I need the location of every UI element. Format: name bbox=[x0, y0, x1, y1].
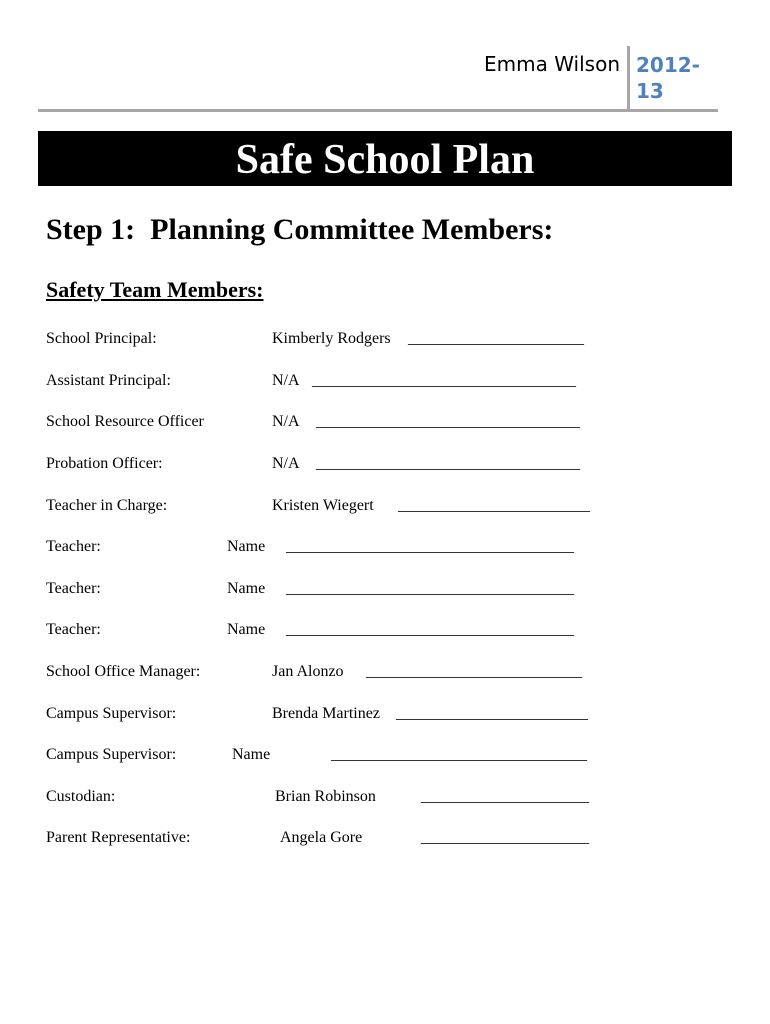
member-blank-line: ________________________ bbox=[398, 497, 590, 514]
member-blank-line: ________________________ bbox=[396, 705, 588, 722]
member-value: Kristen Wiegert bbox=[272, 497, 374, 514]
header-year: 2012-13 bbox=[636, 53, 700, 103]
member-blank-line: ____________________________________ bbox=[286, 621, 574, 638]
member-blank-line: ____________________________________ bbox=[286, 538, 574, 555]
member-blank-line: _________________________________ bbox=[316, 455, 580, 472]
member-row bbox=[0, 705, 770, 729]
member-blank-line: _____________________ bbox=[421, 788, 589, 805]
member-role: School Resource Officer bbox=[46, 413, 204, 430]
document-title: Safe School Plan bbox=[235, 137, 535, 183]
member-blank-line: _____________________ bbox=[421, 829, 589, 846]
member-role: Assistant Principal: bbox=[46, 372, 171, 389]
member-row bbox=[0, 497, 770, 521]
header-author: Emma Wilson bbox=[484, 52, 620, 76]
member-role: Teacher: bbox=[46, 538, 101, 555]
member-value: N/A bbox=[272, 413, 300, 430]
member-blank-line: _________________________________ bbox=[312, 372, 576, 389]
member-row bbox=[0, 455, 770, 479]
member-value: N/A bbox=[272, 455, 300, 472]
section-heading: Safety Team Members: bbox=[46, 277, 264, 302]
member-value: Kimberly Rodgers bbox=[272, 330, 391, 347]
member-role: Teacher in Charge: bbox=[46, 497, 168, 514]
member-value: Brian Robinson bbox=[275, 788, 376, 805]
member-blank-line: _________________________________ bbox=[316, 413, 580, 430]
member-row bbox=[0, 372, 770, 396]
member-role: Campus Supervisor: bbox=[46, 705, 177, 722]
member-role: School Principal: bbox=[46, 330, 157, 347]
member-blank-line: ________________________________ bbox=[331, 746, 587, 763]
member-role: Probation Officer: bbox=[46, 455, 163, 472]
member-value: Name bbox=[227, 621, 266, 638]
member-blank-line: ______________________ bbox=[408, 330, 584, 347]
member-role: Campus Supervisor: bbox=[46, 746, 177, 763]
member-blank-line: ____________________________________ bbox=[286, 580, 574, 597]
header-rule bbox=[38, 109, 718, 112]
member-value: N/A bbox=[272, 372, 300, 389]
member-role: School Office Manager: bbox=[46, 663, 201, 680]
member-role: Parent Representative: bbox=[46, 829, 191, 846]
member-value: Name bbox=[232, 746, 271, 763]
member-row bbox=[0, 580, 770, 604]
member-row bbox=[0, 663, 770, 687]
member-value: Name bbox=[227, 538, 266, 555]
member-role: Custodian: bbox=[46, 788, 116, 805]
member-row bbox=[0, 330, 770, 354]
member-value: Name bbox=[227, 580, 266, 597]
member-row bbox=[0, 746, 770, 770]
header-separator bbox=[627, 46, 630, 110]
member-row bbox=[0, 829, 770, 853]
step-heading: Step 1: Planning Committee Members: bbox=[46, 213, 554, 246]
title-bar bbox=[38, 131, 732, 186]
member-row bbox=[0, 788, 770, 812]
member-row bbox=[0, 413, 770, 437]
member-value: Angela Gore bbox=[280, 829, 363, 846]
member-row bbox=[0, 621, 770, 645]
member-role: Teacher: bbox=[46, 580, 101, 597]
member-value: Jan Alonzo bbox=[272, 663, 344, 680]
member-role: Teacher: bbox=[46, 621, 101, 638]
member-row bbox=[0, 538, 770, 562]
member-value: Brenda Martinez bbox=[272, 705, 380, 722]
member-blank-line: ___________________________ bbox=[366, 663, 582, 680]
